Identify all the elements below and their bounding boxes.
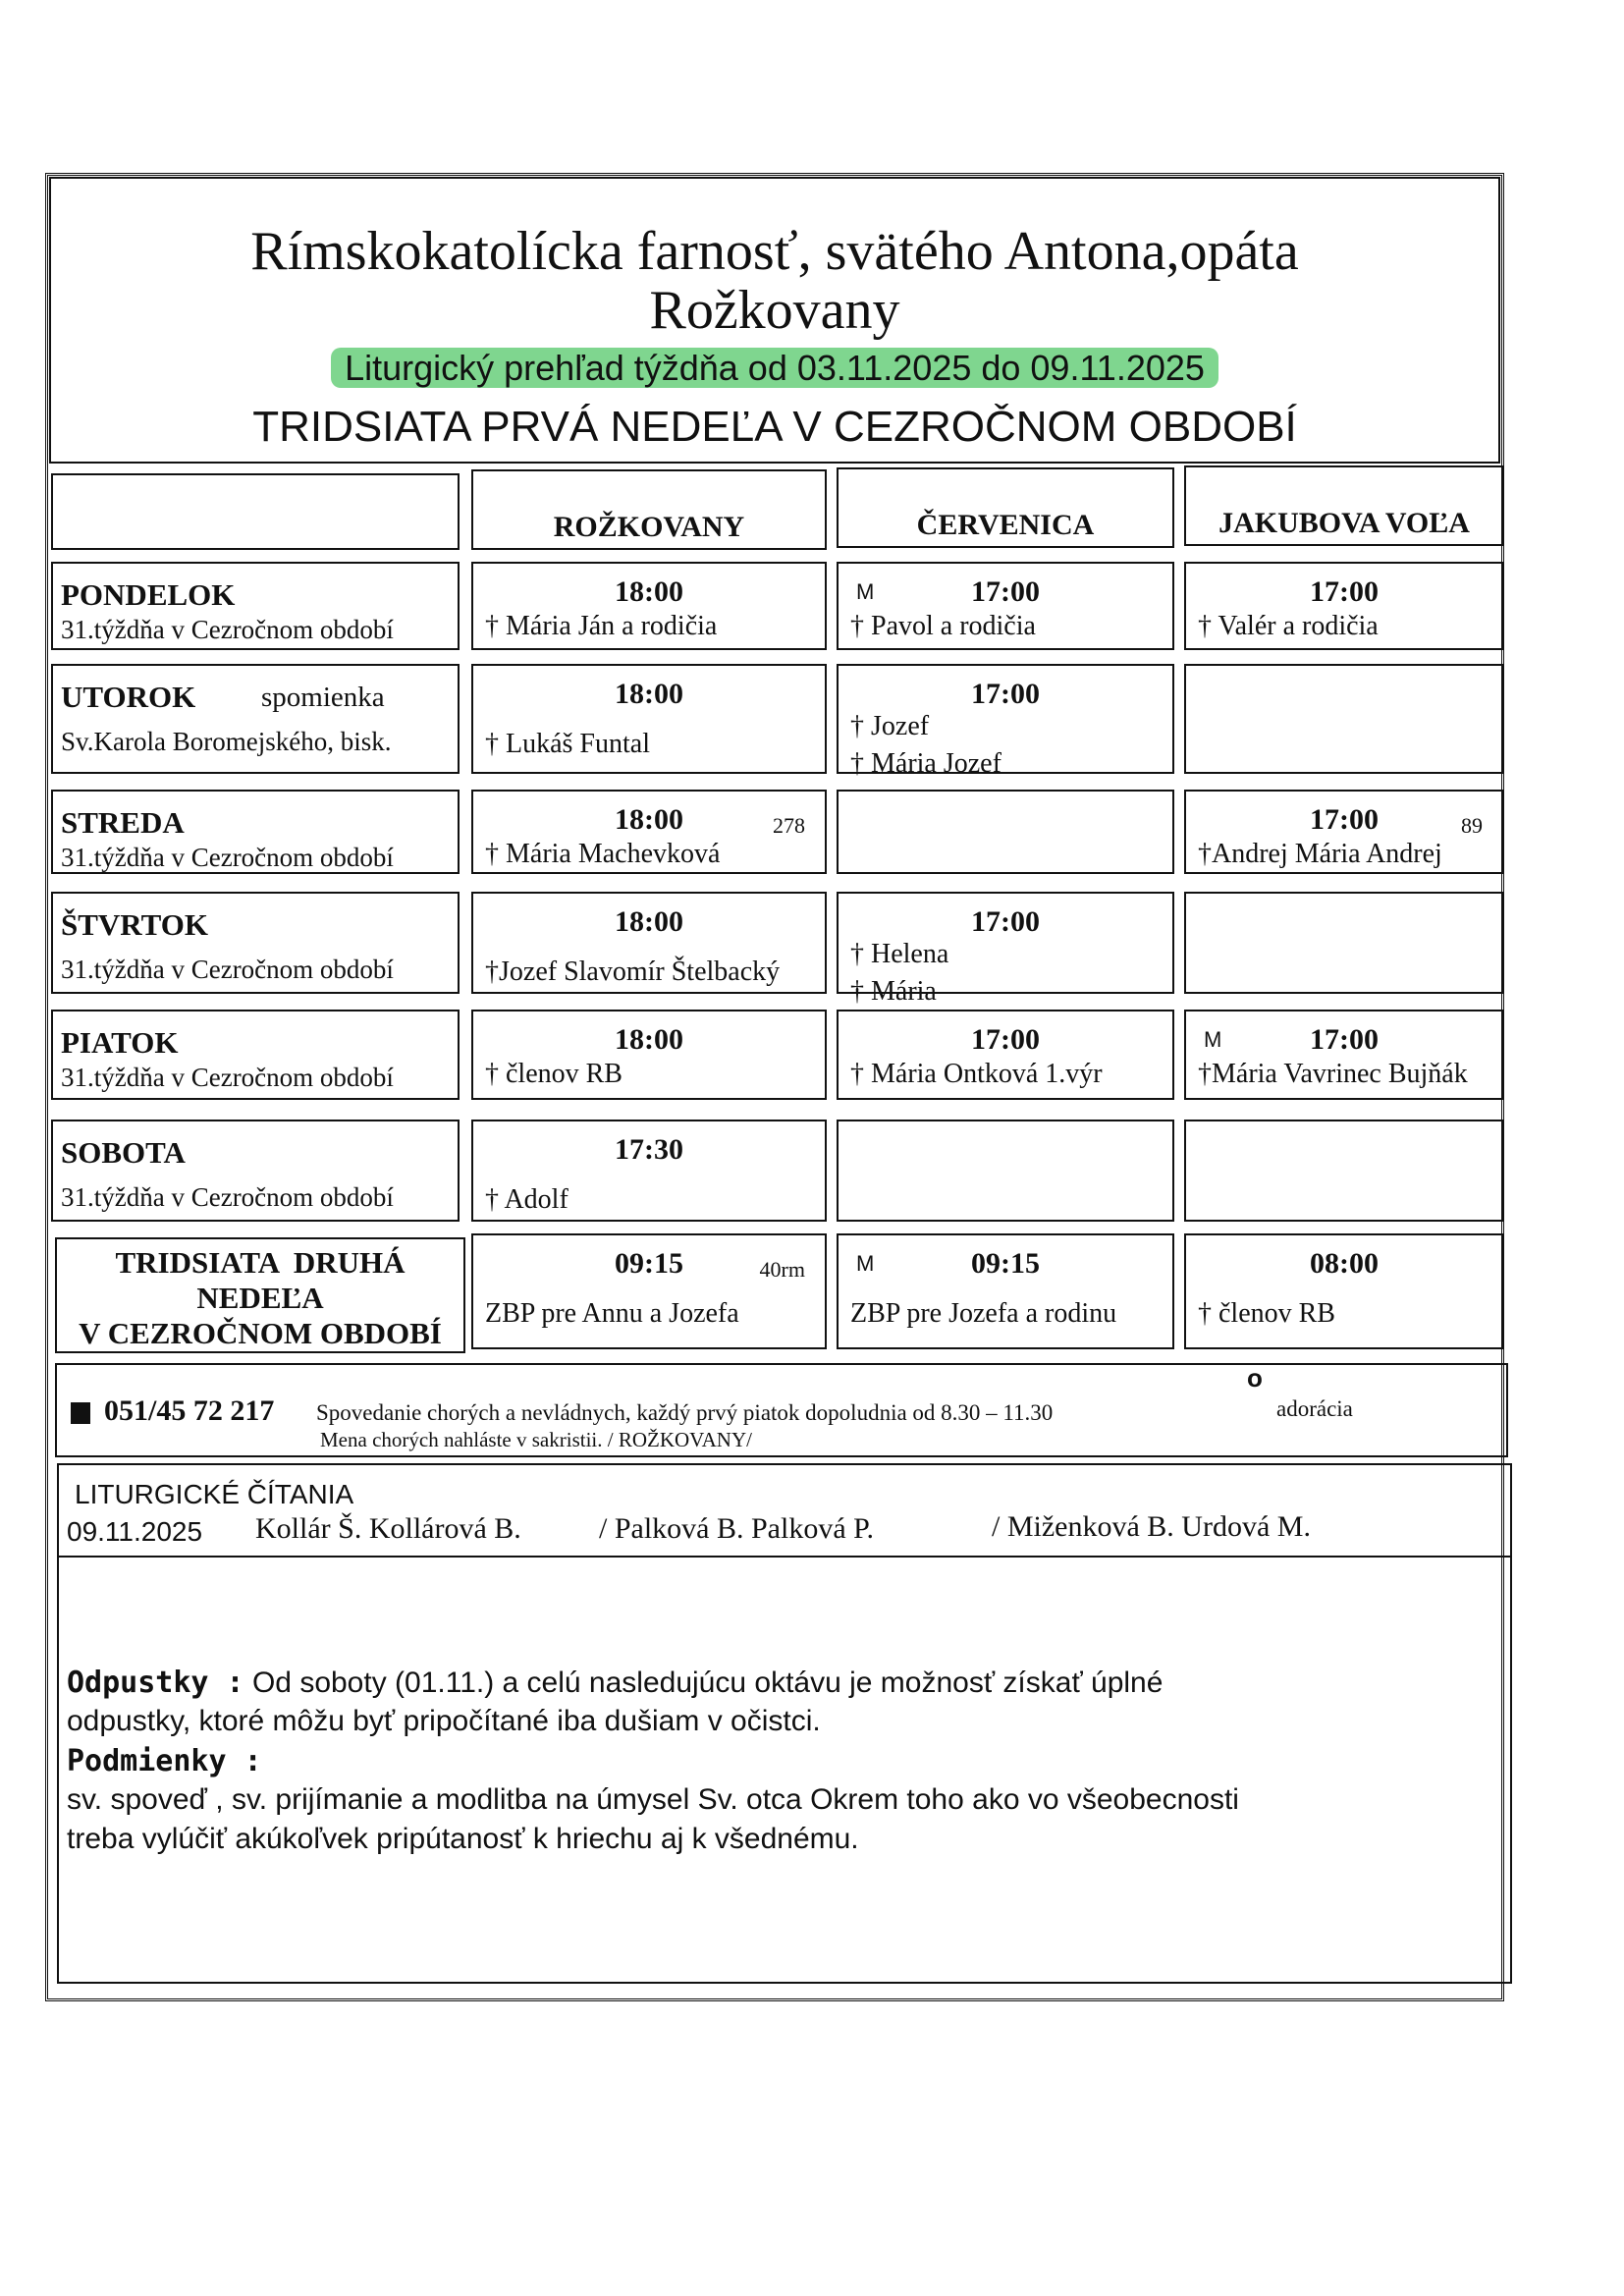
mass-time: 18:00 xyxy=(615,1023,683,1056)
conditions-line-2: treba vylúčiť akúkoľvek pripútanosť k hriechu aj k všednému. xyxy=(67,1823,859,1855)
parish-town: Rožkovany xyxy=(649,280,900,341)
adoracia-label: adorácia xyxy=(1276,1396,1353,1421)
day-label-cell xyxy=(51,790,460,874)
intention-text: ZBP pre Annu a Jozefa xyxy=(485,1298,739,1329)
sick-names-note: Mena chorých nahláste v sakristii. / ROŽKOVANY/ xyxy=(320,1428,752,1451)
col-header-label: JAKUBOVA VOĽA xyxy=(1218,507,1470,539)
col-header-label: ROŽKOVANY xyxy=(553,511,745,543)
schedule-cell xyxy=(1184,1233,1504,1349)
mass-time: 17:00 xyxy=(971,1023,1040,1056)
sunday-label-cell xyxy=(55,1237,465,1353)
day-name: SOBOTA xyxy=(61,1135,186,1170)
conditions-line-1: sv. spoveď , sv. prijímanie a modlitba na úmysel Sv. otca Okrem toho ako vo všeobecnosti xyxy=(67,1783,1239,1816)
indulgence-line-1 xyxy=(67,1666,1163,1700)
intention-number: 40rm xyxy=(759,1257,805,1282)
sunday-label-line: TRIDSIATA DRUHÁ xyxy=(115,1245,406,1280)
day-subtitle: 31.týždňa v Cezročnom období xyxy=(61,1182,394,1212)
intention-text: ZBP pre Jozefa a rodinu xyxy=(850,1298,1117,1329)
schedule-cell xyxy=(1184,562,1504,650)
readings-date: 09.11.2025 xyxy=(67,1516,203,1547)
day-label-cell xyxy=(51,892,460,994)
sick-confession-note: Spovedanie chorých a nevládnych, každý prvý piatok dopoludnia od 8.30 – 11.30 xyxy=(316,1400,1054,1425)
readers-group-2: / Palková B. Palková P. xyxy=(599,1512,875,1545)
schedule-cell xyxy=(837,1233,1174,1349)
intention-number: 278 xyxy=(773,813,805,838)
header-box xyxy=(49,177,1500,464)
intention-text: †Mária Vavrinec Bujňák xyxy=(1198,1059,1468,1089)
mass-time: 17:00 xyxy=(971,678,1040,710)
schedule-cell xyxy=(837,892,1174,1007)
readings-divider xyxy=(59,1556,1510,1558)
intention-text: † Mária Machevková xyxy=(485,839,721,869)
phone-number: 051/45 72 217 xyxy=(104,1394,275,1427)
mass-time: 17:00 xyxy=(1310,1023,1379,1056)
schedule-cell xyxy=(1184,664,1504,774)
schedule-cell xyxy=(1184,1010,1504,1100)
mass-time: 09:15 xyxy=(615,1247,683,1280)
intention-text: † členov RB xyxy=(485,1059,623,1089)
sunday-label-line: NEDEĽA xyxy=(196,1281,324,1315)
schedule-cell xyxy=(1184,1120,1504,1222)
intention-number: 89 xyxy=(1461,813,1483,838)
mass-time: 17:00 xyxy=(971,575,1040,608)
mass-time: 18:00 xyxy=(615,678,683,710)
indulgence-label: Odpustky : xyxy=(67,1666,244,1700)
col-header-label: ČERVENICA xyxy=(916,509,1095,541)
schedule-cell xyxy=(471,562,827,650)
schedule-cell xyxy=(837,664,1174,779)
mass-mark: M xyxy=(1204,1027,1222,1052)
schedule-cell xyxy=(471,1120,827,1222)
sunday-heading: TRIDSIATA PRVÁ NEDEĽA V CEZROČNOM OBDOBÍ xyxy=(252,403,1297,451)
day-name: ŠTVRTOK xyxy=(61,907,208,942)
day-subtitle: 31.týždňa v Cezročnom období xyxy=(61,955,394,984)
intention-text: † Pavol a rodičia xyxy=(850,611,1036,641)
day-subtitle: 31.týždňa v Cezročnom období xyxy=(61,1063,394,1092)
intention-text: † Valér a rodičia xyxy=(1198,611,1379,641)
contact-box xyxy=(55,1363,1508,1457)
day-extra: spomienka xyxy=(261,682,385,713)
intention-text: †Jozef Slavomír Štelbacký xyxy=(485,957,781,987)
intention-text: † Helena xyxy=(850,939,949,969)
mass-mark: M xyxy=(856,1251,875,1276)
conditions-label: Podmienky : xyxy=(67,1744,262,1778)
intention-text: † Mária xyxy=(850,976,937,1007)
col-header-jakubova xyxy=(1184,465,1504,546)
intention-text: † členov RB xyxy=(1198,1298,1335,1329)
circle-mark: o xyxy=(1247,1363,1263,1393)
mass-time: 18:00 xyxy=(615,575,683,608)
intention-text: †Andrej Mária Andrej xyxy=(1198,839,1442,869)
day-name: STREDA xyxy=(61,805,185,840)
schedule-cell xyxy=(1184,790,1504,874)
day-subtitle: Sv.Karola Boromejského, bisk. xyxy=(61,727,392,756)
schedule-cell xyxy=(471,790,827,874)
intention-text: † Mária Jozef xyxy=(850,748,1001,779)
col-header-cervenica xyxy=(837,467,1174,548)
indulgence-line-2: odpustky, ktoré môžu byť pripočítané iba dušiam v očistci. xyxy=(67,1705,821,1737)
schedule-cell xyxy=(1184,892,1504,994)
day-subtitle: 31.týždňa v Cezročnom období xyxy=(61,615,394,644)
schedule-cell xyxy=(471,664,827,774)
intention-text: † Jozef xyxy=(850,711,930,741)
mass-time: 17:30 xyxy=(615,1133,683,1166)
mass-time: 17:00 xyxy=(1310,803,1379,836)
intention-text: † Adolf xyxy=(485,1184,568,1215)
schedule-cell xyxy=(837,562,1174,650)
schedule-cell xyxy=(837,1010,1174,1100)
week-range: Liturgický prehľad týždňa od 03.11.2025 do 09.11.2025 xyxy=(331,348,1218,388)
sunday-label-line: V CEZROČNOM OBDOBÍ xyxy=(79,1316,442,1350)
schedule-cell xyxy=(471,892,827,994)
mass-time: 09:15 xyxy=(971,1247,1040,1280)
day-label-cell xyxy=(51,562,460,650)
mass-time: 17:00 xyxy=(1310,575,1379,608)
schedule-cell xyxy=(471,1010,827,1100)
phone-icon xyxy=(71,1402,90,1424)
day-label-cell xyxy=(51,1120,460,1222)
mass-time: 18:00 xyxy=(615,905,683,938)
mass-time: 18:00 xyxy=(615,803,683,836)
mass-mark: M xyxy=(856,579,875,604)
day-name: UTOROK xyxy=(61,680,196,714)
readings-title: LITURGICKÉ ČÍTANIA xyxy=(75,1479,354,1509)
intention-text: † Mária Ján a rodičia xyxy=(485,611,718,641)
day-subtitle: 31.týždňa v Cezročnom období xyxy=(61,843,394,872)
schedule-cell xyxy=(837,1120,1174,1222)
intention-text: † Lukáš Funtal xyxy=(485,729,650,759)
day-name: PONDELOK xyxy=(61,577,236,612)
parish-title: Rímskokatolícka farnosť, svätého Antona,opáta xyxy=(250,221,1299,282)
col-header-rozkovany xyxy=(471,469,827,550)
mass-time: 17:00 xyxy=(971,905,1040,938)
corner-cell xyxy=(51,473,460,550)
indulgence-text-1: Od soboty (01.11.) a celú nasledujúcu oktávu je možnosť získať úplné xyxy=(244,1667,1164,1699)
day-label-cell xyxy=(51,1010,460,1100)
readings-box xyxy=(57,1463,1512,1984)
day-label-cell xyxy=(51,664,460,774)
readers-group-3: / Miženková B. Urdová M. xyxy=(992,1510,1311,1543)
day-name: PIATOK xyxy=(61,1025,179,1060)
mass-time: 08:00 xyxy=(1310,1247,1379,1280)
intention-text: † Mária Ontková 1.výr xyxy=(850,1059,1103,1089)
schedule-cell xyxy=(471,1233,827,1349)
schedule-cell xyxy=(837,790,1174,874)
readers-group-1: Kollár Š. Kollárová B. xyxy=(255,1512,521,1545)
